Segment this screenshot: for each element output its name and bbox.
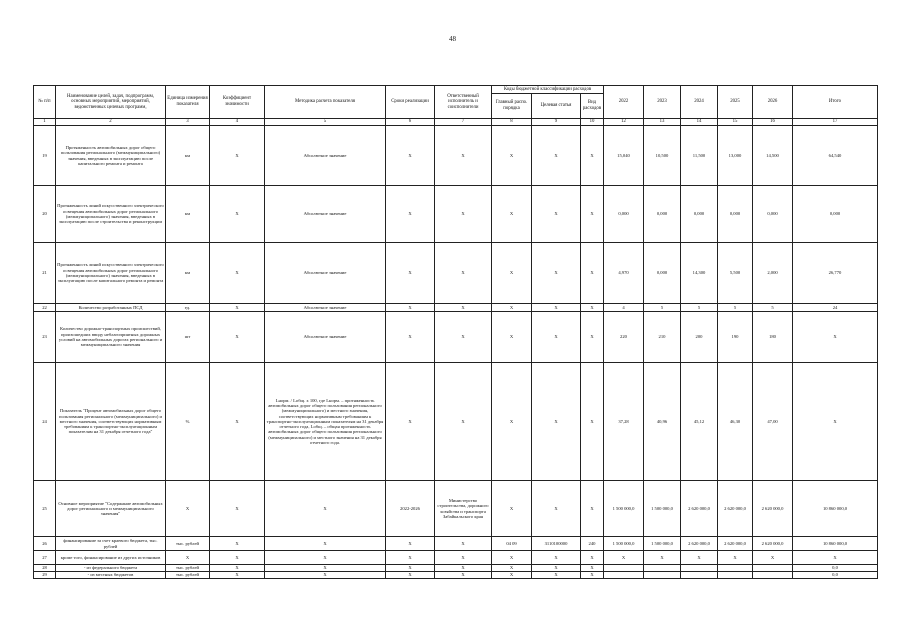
table-cell bbox=[604, 565, 644, 572]
table-cell: X bbox=[492, 186, 532, 243]
table-cell: 25 bbox=[34, 481, 56, 537]
table-cell: % bbox=[166, 363, 210, 481]
table-cell: 5 bbox=[753, 304, 793, 312]
table-cell: 190 bbox=[718, 312, 753, 363]
header-year-2023: 2023 bbox=[644, 86, 681, 119]
table-cell: 40,96 bbox=[644, 363, 681, 481]
table-cell: 0,0 bbox=[793, 565, 878, 572]
table-row bbox=[34, 304, 878, 312]
table-cell: X bbox=[532, 363, 581, 481]
table-cell: 22 bbox=[34, 304, 56, 312]
table-cell: 0,000 bbox=[604, 186, 644, 243]
table-cell: 0,000 bbox=[644, 186, 681, 243]
table-cell: 2 620 000,0 bbox=[718, 481, 753, 537]
header-responsible: Ответственный исполнитель и соисполнители bbox=[435, 86, 492, 119]
header-total: Итого bbox=[793, 86, 878, 119]
table-cell: Абсолютное значение bbox=[265, 126, 386, 186]
table-cell: X bbox=[581, 565, 604, 572]
table-cell: 0,000 bbox=[753, 186, 793, 243]
table-cell: X bbox=[435, 537, 492, 551]
table-cell: 1 500 000,0 bbox=[604, 537, 644, 551]
table-cell: X bbox=[581, 572, 604, 579]
table-cell: 180 bbox=[753, 312, 793, 363]
table-cell: 1 500 000,0 bbox=[604, 481, 644, 537]
table-cell: 2 620 000,0 bbox=[681, 537, 718, 551]
table-cell bbox=[644, 565, 681, 572]
column-number: 3 bbox=[166, 119, 210, 126]
header-expense: Вид расходов bbox=[581, 94, 604, 119]
table-cell: X bbox=[210, 126, 265, 186]
table-row bbox=[34, 572, 878, 579]
table-cell: 19 bbox=[34, 126, 56, 186]
column-number: 6 bbox=[386, 119, 435, 126]
table-cell: 14,500 bbox=[753, 126, 793, 186]
table-cell: 47,00 bbox=[753, 363, 793, 481]
column-number: 5 bbox=[265, 119, 386, 126]
table-cell: Показатель "Процент автомобильных дорог общего пользования регионального (межмуниципального) и местного значения, соответствующих нормативным требованиям к транспортно-эксплуатационным показателям на 31 декабря отчетного года" bbox=[56, 363, 166, 481]
table-cell: X bbox=[581, 551, 604, 565]
table-cell: тыс. рублей bbox=[166, 565, 210, 572]
column-number: 17 bbox=[793, 119, 878, 126]
table-cell: км bbox=[166, 186, 210, 243]
table-row bbox=[34, 481, 878, 537]
table-cell: X bbox=[492, 551, 532, 565]
table-cell: X bbox=[210, 481, 265, 537]
table-cell: X bbox=[532, 186, 581, 243]
column-number: 2 bbox=[56, 119, 166, 126]
header-year-2025: 2025 bbox=[718, 86, 753, 119]
column-number: 9 bbox=[532, 119, 581, 126]
table-cell: 4,970 bbox=[604, 243, 644, 304]
table-cell bbox=[604, 572, 644, 579]
table-cell: X bbox=[435, 551, 492, 565]
table-cell bbox=[681, 565, 718, 572]
column-number: 4 bbox=[210, 119, 265, 126]
header-year-2024: 2024 bbox=[681, 86, 718, 119]
table-cell: X bbox=[386, 537, 435, 551]
table-cell: 27 bbox=[34, 551, 56, 565]
table-cell: 29 bbox=[34, 572, 56, 579]
table-cell: X bbox=[581, 363, 604, 481]
table-cell: X bbox=[210, 572, 265, 579]
table-cell: Протяженность линий искусственного электрического освещения автомобильных дорог регионального (межмуниципального) значения, введенных в эксплуатацию после строительства и реконструкции bbox=[56, 186, 166, 243]
table-cell: 5 bbox=[681, 304, 718, 312]
table-cell bbox=[753, 572, 793, 579]
table-cell: X bbox=[265, 551, 386, 565]
table-cell: X bbox=[435, 126, 492, 186]
table-cell: Основное мероприятие "Содержание автомобильных дорог регионального и межмуниципального значения" bbox=[56, 481, 166, 537]
table-cell: X bbox=[435, 304, 492, 312]
header-coef: Коэффициент значимости bbox=[210, 86, 265, 119]
table-cell: 0,000 bbox=[793, 186, 878, 243]
table-cell: 2 620 000,0 bbox=[753, 481, 793, 537]
table-cell: кроме того, финансирование из других источников bbox=[56, 551, 166, 565]
table-cell: X bbox=[435, 572, 492, 579]
table-cell: 20 bbox=[34, 186, 56, 243]
table-cell: 0,0 bbox=[793, 572, 878, 579]
table-cell: 2022-2026 bbox=[386, 481, 435, 537]
table-cell: X bbox=[210, 363, 265, 481]
header-method: Методика расчета показателя bbox=[265, 86, 386, 119]
table-cell: Абсолютное значение bbox=[265, 243, 386, 304]
table-cell: X bbox=[581, 304, 604, 312]
table-cell: км bbox=[166, 126, 210, 186]
table-cell: 5 bbox=[644, 304, 681, 312]
table-cell: X bbox=[532, 572, 581, 579]
table-cell: X bbox=[386, 312, 435, 363]
table-cell: X bbox=[532, 304, 581, 312]
table-cell: X bbox=[210, 537, 265, 551]
table-cell: X bbox=[265, 572, 386, 579]
table-cell: Протяженность линий искусственного электрического освещения автомобильных дорог регионального (межмуниципального) значения, введенных в эксплуатацию после капитального ремонта и ремонта bbox=[56, 243, 166, 304]
table-cell: X bbox=[386, 304, 435, 312]
table-cell: 26,770 bbox=[793, 243, 878, 304]
table-cell bbox=[681, 572, 718, 579]
table-cell: 3110100000 bbox=[532, 537, 581, 551]
header-year-2022: 2022 bbox=[604, 86, 644, 119]
table-cell: X bbox=[492, 126, 532, 186]
table-cell: 1 500 000,0 bbox=[644, 481, 681, 537]
table-cell: X bbox=[581, 312, 604, 363]
table-cell: Абсолютное значение bbox=[265, 304, 386, 312]
table-cell: 2 620 000,0 bbox=[718, 537, 753, 551]
table-cell: X bbox=[753, 551, 793, 565]
table-cell: Количество дорожно-транспортных происшествий, произошедших ввиду неблагоприятных дорожных условий на автомобильных дорогах регионального и межмуниципального значения bbox=[56, 312, 166, 363]
table-cell: 14,300 bbox=[681, 243, 718, 304]
table-cell: 0,000 bbox=[718, 186, 753, 243]
table-cell: X bbox=[793, 363, 878, 481]
table-cell: км bbox=[166, 243, 210, 304]
table-cell: X bbox=[210, 186, 265, 243]
table-cell: X bbox=[532, 565, 581, 572]
header-year-2026: 2026 bbox=[753, 86, 793, 119]
table-cell: X bbox=[435, 363, 492, 481]
header-name: Наименование целей, задач, подпрограмм, основных мероприятий, мероприятий, ведомственных целевых программ, bbox=[56, 86, 166, 119]
table-cell: X bbox=[386, 551, 435, 565]
table-cell: X bbox=[793, 551, 878, 565]
table-cell: 2 620 000,0 bbox=[753, 537, 793, 551]
table-cell: Lнорм. / Lобщ. х 100, где Lнорм. – протяженность автомобильных дорог общего пользования регионального (межмуниципального) и местного значения, соответствующих нормативным требованиям к транспортно-эксплуатационным показателям на 31 декабря отчетного года, Lобщ. – общая протяженность автомобильных дорог общего пользования регионального (межмуниципального) и местного значения на 31 декабря отчетного года. bbox=[265, 363, 386, 481]
table-cell bbox=[753, 565, 793, 572]
table-cell: Количество разработанных ПСД bbox=[56, 304, 166, 312]
table-cell: 21 bbox=[34, 243, 56, 304]
table-cell: Абсолютное значение bbox=[265, 186, 386, 243]
table-cell: X bbox=[435, 243, 492, 304]
table-cell: X bbox=[492, 481, 532, 537]
table-row bbox=[34, 537, 878, 551]
table-cell: X bbox=[265, 537, 386, 551]
table-cell: X bbox=[386, 126, 435, 186]
table-cell: X bbox=[386, 186, 435, 243]
table-cell: X bbox=[604, 551, 644, 565]
column-number: 13 bbox=[644, 119, 681, 126]
table-cell bbox=[718, 565, 753, 572]
table-cell: 10,500 bbox=[644, 126, 681, 186]
table-cell: X bbox=[492, 572, 532, 579]
table-cell: ед. bbox=[166, 304, 210, 312]
table-row bbox=[34, 565, 878, 572]
table-cell: 24 bbox=[793, 304, 878, 312]
table-cell: Абсолютное значение bbox=[265, 312, 386, 363]
table-cell: - из местных бюджетов bbox=[56, 572, 166, 579]
table-cell: X bbox=[492, 304, 532, 312]
indicators-table bbox=[33, 85, 878, 579]
table-cell: 4 bbox=[604, 304, 644, 312]
table-cell: Протяженность автомобильных дорог общего пользования регионального (межмуниципального) значения, введенных в эксплуатацию после капитального ремонта и ремонта bbox=[56, 126, 166, 186]
table-cell: 5,500 bbox=[718, 243, 753, 304]
table-cell: X bbox=[793, 312, 878, 363]
table-cell: X bbox=[386, 572, 435, 579]
page-number: 48 bbox=[449, 35, 456, 43]
table-cell: Министерство строительства, дорожного хозяйства и транспорта Забайкальского края bbox=[435, 481, 492, 537]
table-cell: 11,500 bbox=[681, 126, 718, 186]
table-row bbox=[34, 363, 878, 481]
header-unit: Единица измерения показателя bbox=[166, 86, 210, 119]
table-cell: X bbox=[581, 243, 604, 304]
column-number: 1 bbox=[34, 119, 56, 126]
table-cell: 15,040 bbox=[604, 126, 644, 186]
table-cell: - из федерального бюджета bbox=[56, 565, 166, 572]
table-cell: финансирование за счет краевого бюджета, тыс. рублей bbox=[56, 537, 166, 551]
column-number: 7 bbox=[435, 119, 492, 126]
header-terms: Сроки реализации bbox=[386, 86, 435, 119]
table-cell: X bbox=[492, 565, 532, 572]
header-num: № п/п bbox=[34, 86, 56, 119]
column-number: 15 bbox=[718, 119, 753, 126]
table-cell: X bbox=[210, 551, 265, 565]
table-cell: 37,28 bbox=[604, 363, 644, 481]
table-cell: 13,000 bbox=[718, 126, 753, 186]
table-cell: X bbox=[210, 243, 265, 304]
column-number-row bbox=[34, 119, 878, 126]
table-cell: тыс. рублей bbox=[166, 572, 210, 579]
header-budget-codes: Коды бюджетной классификации расходов bbox=[492, 86, 604, 94]
table-cell: X bbox=[581, 186, 604, 243]
table-row bbox=[34, 126, 878, 186]
table-cell: X bbox=[210, 304, 265, 312]
table-cell: X bbox=[386, 243, 435, 304]
table-cell: X bbox=[386, 565, 435, 572]
table-cell bbox=[718, 572, 753, 579]
table-cell: X bbox=[210, 312, 265, 363]
table-cell: X bbox=[492, 363, 532, 481]
column-number: 8 bbox=[492, 119, 532, 126]
table-cell bbox=[644, 572, 681, 579]
table-row bbox=[34, 243, 878, 304]
table-cell: X bbox=[166, 551, 210, 565]
table-cell: X bbox=[265, 565, 386, 572]
table-cell: X bbox=[532, 312, 581, 363]
header-chief: Главный распо. порядка bbox=[492, 94, 532, 119]
column-number: 16 bbox=[753, 119, 793, 126]
table-cell: 04 09 bbox=[492, 537, 532, 551]
table-cell: 0,000 bbox=[644, 243, 681, 304]
table-cell: шт bbox=[166, 312, 210, 363]
table-body bbox=[34, 126, 878, 579]
table-cell: X bbox=[386, 363, 435, 481]
table-cell: X bbox=[435, 312, 492, 363]
table-row bbox=[34, 312, 878, 363]
table-cell: 5 bbox=[718, 304, 753, 312]
table-cell: 64,540 bbox=[793, 126, 878, 186]
column-number: 12 bbox=[604, 119, 644, 126]
header-row bbox=[34, 86, 878, 94]
table-cell: X bbox=[435, 186, 492, 243]
table-cell: 220 bbox=[604, 312, 644, 363]
table-cell: 10 860 000,0 bbox=[793, 537, 878, 551]
table-cell: X bbox=[644, 551, 681, 565]
column-number: 10 bbox=[581, 119, 604, 126]
table-cell: 2 620 000,0 bbox=[681, 481, 718, 537]
table-cell: 240 bbox=[581, 537, 604, 551]
table-cell: X bbox=[492, 243, 532, 304]
table-cell: 24 bbox=[34, 363, 56, 481]
table-cell: 0,000 bbox=[681, 186, 718, 243]
table-cell: X bbox=[718, 551, 753, 565]
table-row bbox=[34, 186, 878, 243]
table-cell: 26 bbox=[34, 537, 56, 551]
table-cell: X bbox=[492, 312, 532, 363]
table-cell: X bbox=[532, 481, 581, 537]
table-cell: X bbox=[532, 243, 581, 304]
table-cell: 10 860 000,0 bbox=[793, 481, 878, 537]
table-cell: X bbox=[532, 126, 581, 186]
table-cell: 28 bbox=[34, 565, 56, 572]
table-cell: X bbox=[581, 126, 604, 186]
table-cell: 210 bbox=[644, 312, 681, 363]
table-cell: 1 500 000,0 bbox=[644, 537, 681, 551]
table-cell: X bbox=[532, 551, 581, 565]
header-target: Целевая статья bbox=[532, 94, 581, 119]
table-cell: X bbox=[581, 481, 604, 537]
table-cell: X bbox=[265, 481, 386, 537]
table-cell: 200 bbox=[681, 312, 718, 363]
table-cell: X bbox=[166, 481, 210, 537]
table-cell: X bbox=[210, 565, 265, 572]
table-cell: 2,000 bbox=[753, 243, 793, 304]
column-number: 14 bbox=[681, 119, 718, 126]
table-cell: 46,30 bbox=[718, 363, 753, 481]
table-cell: X bbox=[681, 551, 718, 565]
table-cell: 23 bbox=[34, 312, 56, 363]
table-cell: 45,12 bbox=[681, 363, 718, 481]
table-cell: X bbox=[435, 565, 492, 572]
table-cell: тыс. рублей bbox=[166, 537, 210, 551]
table-row bbox=[34, 551, 878, 565]
